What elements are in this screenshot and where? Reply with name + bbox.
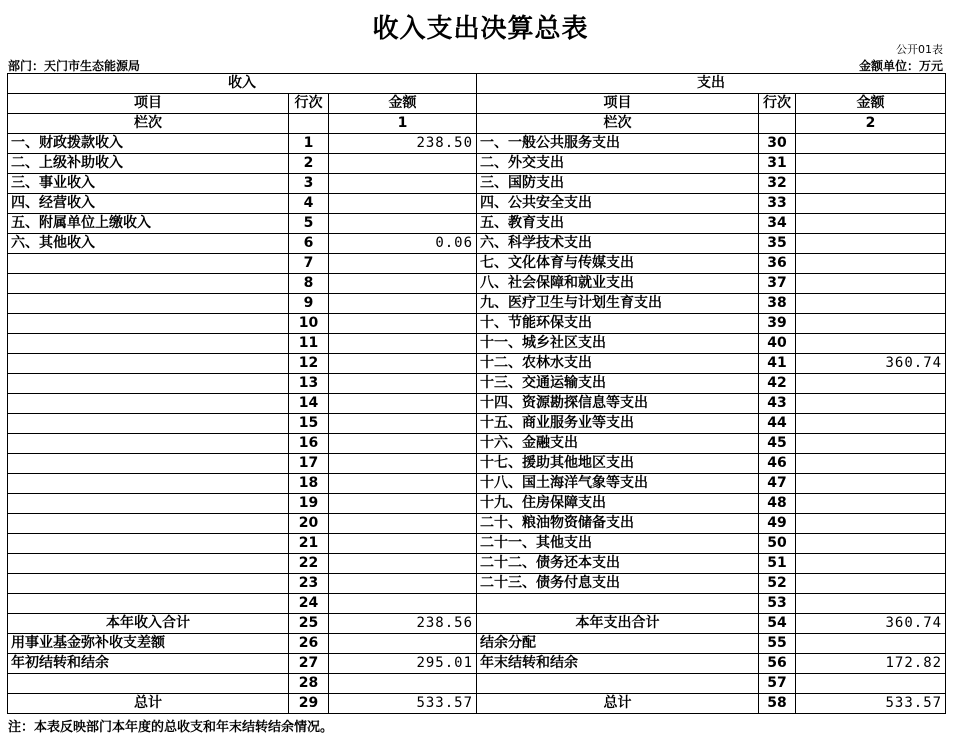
expense-item: 十六、金融支出 bbox=[477, 434, 759, 454]
table-row bbox=[8, 174, 946, 194]
income-amount bbox=[329, 594, 477, 614]
income-amount bbox=[329, 534, 477, 554]
expense-amount: 172.82 bbox=[796, 654, 946, 674]
expense-row-no: 35 bbox=[759, 234, 796, 254]
table-row bbox=[8, 514, 946, 534]
expense-amount bbox=[796, 174, 946, 194]
income-row-no: 4 bbox=[289, 194, 329, 214]
expense-row-no: 49 bbox=[759, 514, 796, 534]
expense-item: 二十一、其他支出 bbox=[477, 534, 759, 554]
income-row-no: 27 bbox=[289, 654, 329, 674]
income-item bbox=[8, 254, 289, 274]
income-row-no: 1 bbox=[289, 134, 329, 154]
page-title: 收入支出决算总表 bbox=[372, 14, 589, 44]
expense-item: 二十、粮油物资储备支出 bbox=[477, 514, 759, 534]
expense-column-label: 栏次 bbox=[477, 114, 759, 134]
expense-rowno-header: 行次 bbox=[759, 94, 796, 114]
expense-amount bbox=[796, 254, 946, 274]
expense-row-no: 41 bbox=[759, 354, 796, 374]
income-expense-table bbox=[7, 73, 946, 714]
income-row-no: 19 bbox=[289, 494, 329, 514]
table-row bbox=[8, 234, 946, 254]
income-item bbox=[8, 314, 289, 334]
income-row-no: 7 bbox=[289, 254, 329, 274]
expense-item: 十四、资源勘探信息等支出 bbox=[477, 394, 759, 414]
expense-item: 七、文化体育与传媒支出 bbox=[477, 254, 759, 274]
income-amount bbox=[329, 254, 477, 274]
table-row bbox=[8, 194, 946, 214]
income-amount: 295.01 bbox=[329, 654, 477, 674]
income-amount bbox=[329, 194, 477, 214]
summary-row bbox=[8, 634, 946, 654]
expense-summary-item: 年末结转和结余 bbox=[477, 654, 759, 674]
income-row-no: 10 bbox=[289, 314, 329, 334]
expense-amount: 360.74 bbox=[796, 614, 946, 634]
income-item bbox=[8, 394, 289, 414]
income-amount bbox=[329, 574, 477, 594]
summary-row bbox=[8, 614, 946, 634]
income-amount bbox=[329, 514, 477, 534]
form-code: 公开01表 bbox=[896, 43, 943, 56]
expense-amount bbox=[796, 314, 946, 334]
income-row-no: 25 bbox=[289, 614, 329, 634]
income-item bbox=[8, 514, 289, 534]
income-item: 五、附属单位上缴收入 bbox=[8, 214, 289, 234]
income-item: 六、其他收入 bbox=[8, 234, 289, 254]
income-row-no: 18 bbox=[289, 474, 329, 494]
header-row-index bbox=[8, 114, 946, 134]
income-summary-item: 本年收入合计 bbox=[8, 614, 289, 634]
income-rowno-header: 行次 bbox=[289, 94, 329, 114]
income-summary-item: 用事业基金弥补收支差额 bbox=[8, 634, 289, 654]
expense-item: 八、社会保障和就业支出 bbox=[477, 274, 759, 294]
expense-row-no: 45 bbox=[759, 434, 796, 454]
income-item bbox=[8, 594, 289, 614]
expense-row-no: 51 bbox=[759, 554, 796, 574]
expense-item: 二十三、债务付息支出 bbox=[477, 574, 759, 594]
expense-amount bbox=[796, 574, 946, 594]
income-row-no: 14 bbox=[289, 394, 329, 414]
income-amount bbox=[329, 554, 477, 574]
income-item bbox=[8, 574, 289, 594]
income-row-no: 15 bbox=[289, 414, 329, 434]
expense-amount bbox=[796, 634, 946, 654]
income-item bbox=[8, 294, 289, 314]
income-row-no: 11 bbox=[289, 334, 329, 354]
income-amount bbox=[329, 374, 477, 394]
table-row bbox=[8, 574, 946, 594]
table-row bbox=[8, 334, 946, 354]
income-row-no: 22 bbox=[289, 554, 329, 574]
table-row bbox=[8, 134, 946, 154]
income-amount: 533.57 bbox=[329, 694, 477, 714]
expense-amount bbox=[796, 494, 946, 514]
income-amount bbox=[329, 174, 477, 194]
unit-label: 金额单位：万元 bbox=[858, 59, 943, 73]
table-row bbox=[8, 494, 946, 514]
expense-amount bbox=[796, 394, 946, 414]
expense-item: 四、公共安全支出 bbox=[477, 194, 759, 214]
table-row bbox=[8, 214, 946, 234]
expense-row-no: 53 bbox=[759, 594, 796, 614]
expense-amount bbox=[796, 414, 946, 434]
expense-item: 二、外交支出 bbox=[477, 154, 759, 174]
expense-row-no: 54 bbox=[759, 614, 796, 634]
income-amount bbox=[329, 434, 477, 454]
expense-amount bbox=[796, 514, 946, 534]
table-row bbox=[8, 454, 946, 474]
expense-amount bbox=[796, 214, 946, 234]
expense-rowno-index bbox=[759, 114, 796, 134]
table-row bbox=[8, 554, 946, 574]
expense-row-no: 52 bbox=[759, 574, 796, 594]
income-item bbox=[8, 274, 289, 294]
summary-row bbox=[8, 674, 946, 694]
table-row bbox=[8, 374, 946, 394]
expense-row-no: 32 bbox=[759, 174, 796, 194]
income-item-header: 项目 bbox=[8, 94, 289, 114]
income-row-no: 6 bbox=[289, 234, 329, 254]
income-row-no: 13 bbox=[289, 374, 329, 394]
income-item bbox=[8, 494, 289, 514]
income-item bbox=[8, 554, 289, 574]
income-rowno-index bbox=[289, 114, 329, 134]
income-amount bbox=[329, 494, 477, 514]
expense-item bbox=[477, 594, 759, 614]
expense-row-no: 48 bbox=[759, 494, 796, 514]
income-amount bbox=[329, 334, 477, 354]
income-summary-item bbox=[8, 674, 289, 694]
expense-amount bbox=[796, 454, 946, 474]
income-amount bbox=[329, 214, 477, 234]
table-row bbox=[8, 474, 946, 494]
expense-item: 二十二、债务还本支出 bbox=[477, 554, 759, 574]
income-row-no: 3 bbox=[289, 174, 329, 194]
expense-row-no: 44 bbox=[759, 414, 796, 434]
department-label: 部门：天门市生态能源局 bbox=[8, 59, 141, 73]
table-row bbox=[8, 414, 946, 434]
income-item: 二、上级补助收入 bbox=[8, 154, 289, 174]
table-row bbox=[8, 394, 946, 414]
table-row bbox=[8, 534, 946, 554]
income-item bbox=[8, 474, 289, 494]
expense-row-no: 37 bbox=[759, 274, 796, 294]
expense-amount bbox=[796, 154, 946, 174]
expense-amount bbox=[796, 594, 946, 614]
table-row bbox=[8, 294, 946, 314]
income-header: 收入 bbox=[8, 74, 477, 94]
header-row-columns bbox=[8, 94, 946, 114]
income-item bbox=[8, 374, 289, 394]
summary-row bbox=[8, 654, 946, 674]
expense-row-no: 34 bbox=[759, 214, 796, 234]
expense-item-header: 项目 bbox=[477, 94, 759, 114]
expense-amount bbox=[796, 554, 946, 574]
summary-row bbox=[8, 694, 946, 714]
income-item bbox=[8, 334, 289, 354]
income-row-no: 29 bbox=[289, 694, 329, 714]
expense-amount bbox=[796, 294, 946, 314]
income-item bbox=[8, 414, 289, 434]
income-row-no: 16 bbox=[289, 434, 329, 454]
expense-item: 十一、城乡社区支出 bbox=[477, 334, 759, 354]
income-amount bbox=[329, 474, 477, 494]
expense-row-no: 38 bbox=[759, 294, 796, 314]
income-row-no: 8 bbox=[289, 274, 329, 294]
income-amount bbox=[329, 394, 477, 414]
expense-row-no: 58 bbox=[759, 694, 796, 714]
expense-row-no: 36 bbox=[759, 254, 796, 274]
expense-amount bbox=[796, 134, 946, 154]
income-amount bbox=[329, 274, 477, 294]
expense-amount bbox=[796, 374, 946, 394]
income-amount bbox=[329, 294, 477, 314]
expense-amount bbox=[796, 274, 946, 294]
expense-item: 十八、国土海洋气象等支出 bbox=[477, 474, 759, 494]
expense-header: 支出 bbox=[477, 74, 946, 94]
expense-row-no: 47 bbox=[759, 474, 796, 494]
income-row-no: 21 bbox=[289, 534, 329, 554]
table-row bbox=[8, 254, 946, 274]
income-row-no: 2 bbox=[289, 154, 329, 174]
income-row-no: 26 bbox=[289, 634, 329, 654]
header-row-section bbox=[8, 74, 946, 94]
income-summary-item: 年初结转和结余 bbox=[8, 654, 289, 674]
expense-amount-header: 金额 bbox=[796, 94, 946, 114]
income-amount: 238.50 bbox=[329, 134, 477, 154]
table-row bbox=[8, 314, 946, 334]
income-row-no: 23 bbox=[289, 574, 329, 594]
table-row bbox=[8, 594, 946, 614]
expense-amount: 360.74 bbox=[796, 354, 946, 374]
expense-summary-item: 总计 bbox=[477, 694, 759, 714]
income-summary-item: 总计 bbox=[8, 694, 289, 714]
expense-row-no: 57 bbox=[759, 674, 796, 694]
expense-row-no: 39 bbox=[759, 314, 796, 334]
expense-amount: 533.57 bbox=[796, 694, 946, 714]
table-row bbox=[8, 354, 946, 374]
income-item bbox=[8, 354, 289, 374]
expense-row-no: 30 bbox=[759, 134, 796, 154]
expense-item: 五、教育支出 bbox=[477, 214, 759, 234]
income-item bbox=[8, 454, 289, 474]
expense-amount bbox=[796, 474, 946, 494]
income-amount bbox=[329, 454, 477, 474]
expense-summary-item: 结余分配 bbox=[477, 634, 759, 654]
table-row bbox=[8, 434, 946, 454]
income-amount bbox=[329, 354, 477, 374]
income-item: 四、经营收入 bbox=[8, 194, 289, 214]
income-amount-header: 金额 bbox=[329, 94, 477, 114]
income-amount: 238.56 bbox=[329, 614, 477, 634]
expense-item: 十三、交通运输支出 bbox=[477, 374, 759, 394]
expense-amount bbox=[796, 674, 946, 694]
income-item bbox=[8, 534, 289, 554]
income-row-no: 24 bbox=[289, 594, 329, 614]
expense-row-no: 33 bbox=[759, 194, 796, 214]
income-col-index: 1 bbox=[329, 114, 477, 134]
expense-item: 十五、商业服务业等支出 bbox=[477, 414, 759, 434]
income-item: 三、事业收入 bbox=[8, 174, 289, 194]
expense-row-no: 40 bbox=[759, 334, 796, 354]
expense-item: 十二、农林水支出 bbox=[477, 354, 759, 374]
expense-amount bbox=[796, 234, 946, 254]
income-amount bbox=[329, 674, 477, 694]
income-item: 一、财政拨款收入 bbox=[8, 134, 289, 154]
income-row-no: 17 bbox=[289, 454, 329, 474]
expense-item: 一、一般公共服务支出 bbox=[477, 134, 759, 154]
income-item bbox=[8, 434, 289, 454]
expense-row-no: 31 bbox=[759, 154, 796, 174]
expense-amount bbox=[796, 194, 946, 214]
expense-item: 九、医疗卫生与计划生育支出 bbox=[477, 294, 759, 314]
income-amount bbox=[329, 634, 477, 654]
expense-row-no: 50 bbox=[759, 534, 796, 554]
expense-amount bbox=[796, 334, 946, 354]
income-row-no: 5 bbox=[289, 214, 329, 234]
table-row bbox=[8, 154, 946, 174]
income-column-label: 栏次 bbox=[8, 114, 289, 134]
income-row-no: 20 bbox=[289, 514, 329, 534]
expense-amount bbox=[796, 434, 946, 454]
income-amount bbox=[329, 154, 477, 174]
expense-summary-item bbox=[477, 674, 759, 694]
expense-item: 六、科学技术支出 bbox=[477, 234, 759, 254]
expense-col-index: 2 bbox=[796, 114, 946, 134]
table-row bbox=[8, 274, 946, 294]
footnote: 注：本表反映部门本年度的总收支和年末结转结余情况。 bbox=[8, 720, 334, 735]
income-amount: 0.06 bbox=[329, 234, 477, 254]
expense-row-no: 42 bbox=[759, 374, 796, 394]
expense-row-no: 55 bbox=[759, 634, 796, 654]
expense-item: 三、国防支出 bbox=[477, 174, 759, 194]
expense-summary-item: 本年支出合计 bbox=[477, 614, 759, 634]
expense-row-no: 56 bbox=[759, 654, 796, 674]
expense-item: 十九、住房保障支出 bbox=[477, 494, 759, 514]
expense-row-no: 43 bbox=[759, 394, 796, 414]
expense-item: 十、节能环保支出 bbox=[477, 314, 759, 334]
income-row-no: 12 bbox=[289, 354, 329, 374]
income-row-no: 9 bbox=[289, 294, 329, 314]
income-amount bbox=[329, 314, 477, 334]
income-amount bbox=[329, 414, 477, 434]
expense-row-no: 46 bbox=[759, 454, 796, 474]
expense-item: 十七、援助其他地区支出 bbox=[477, 454, 759, 474]
income-row-no: 28 bbox=[289, 674, 329, 694]
expense-amount bbox=[796, 534, 946, 554]
